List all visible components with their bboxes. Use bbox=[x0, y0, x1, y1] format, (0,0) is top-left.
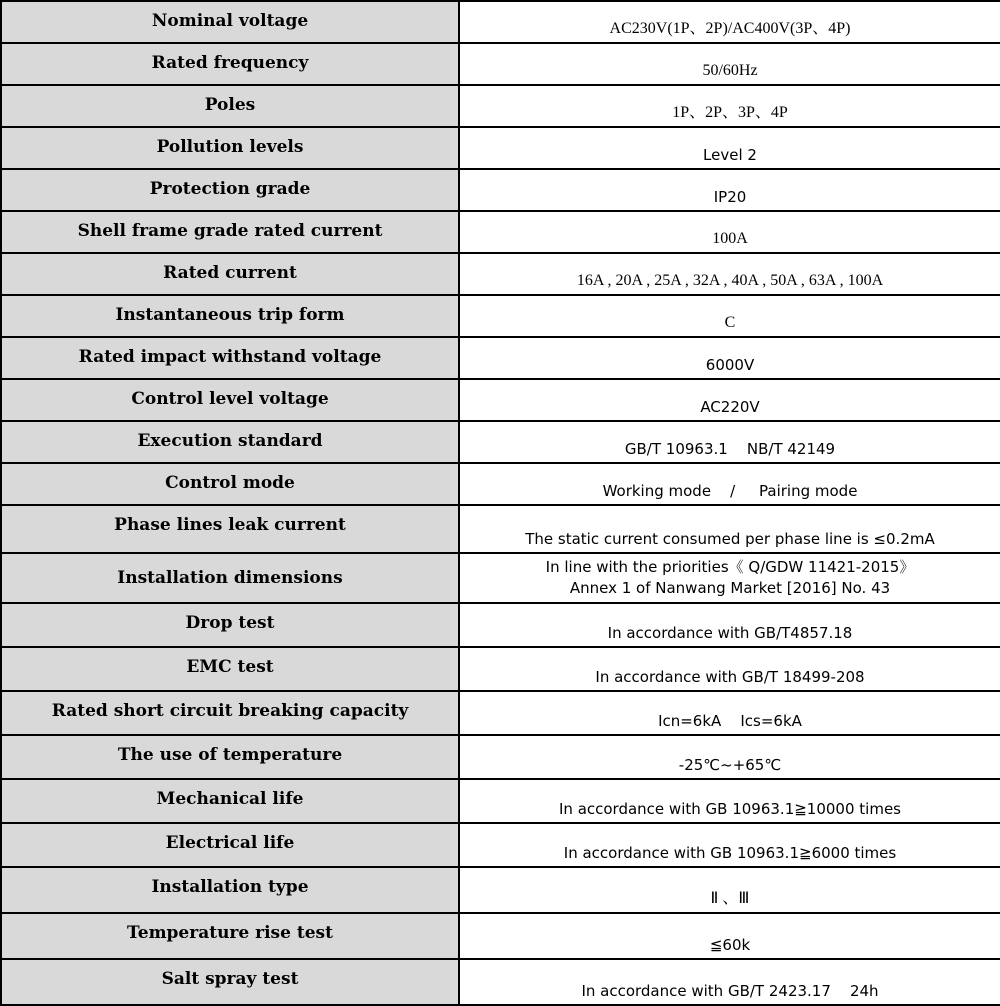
spec-value: In accordance with GB 10963.1≧6000 times bbox=[459, 823, 1000, 867]
table-row bbox=[1, 463, 1000, 505]
spec-value: 16A , 20A , 25A , 32A , 40A , 50A , 63A , 100A bbox=[459, 253, 1000, 295]
spec-value: 1P、2P、3P、4P bbox=[459, 85, 1000, 127]
spec-value: Icn=6kA Ics=6kA bbox=[459, 691, 1000, 735]
spec-label: The use of temperature bbox=[1, 735, 459, 779]
spec-value: AC230V(1P、2P)/AC400V(3P、4P) bbox=[459, 1, 1000, 43]
spec-value: Working mode / Pairing mode bbox=[459, 463, 1000, 505]
spec-value: AC220V bbox=[459, 379, 1000, 421]
spec-label: Execution standard bbox=[1, 421, 459, 463]
spec-label: Installation type bbox=[1, 867, 459, 913]
spec-value: -25℃~+65℃ bbox=[459, 735, 1000, 779]
table-row bbox=[1, 379, 1000, 421]
table-row bbox=[1, 913, 1000, 959]
table-row bbox=[1, 603, 1000, 647]
table-row bbox=[1, 959, 1000, 1005]
table-row bbox=[1, 647, 1000, 691]
spec-value: Ⅱ 、Ⅲ bbox=[459, 867, 1000, 913]
table-row bbox=[1, 295, 1000, 337]
spec-value: GB/T 10963.1 NB/T 42149 bbox=[459, 421, 1000, 463]
spec-value: In accordance with GB/T 2423.17 24h bbox=[459, 959, 1000, 1005]
spec-label: Rated frequency bbox=[1, 43, 459, 85]
spec-label: Rated current bbox=[1, 253, 459, 295]
table-row bbox=[1, 867, 1000, 913]
table-row bbox=[1, 691, 1000, 735]
spec-value bbox=[459, 553, 1000, 603]
table-row bbox=[1, 43, 1000, 85]
spec-label: Instantaneous trip form bbox=[1, 295, 459, 337]
spec-value: 100A bbox=[459, 211, 1000, 253]
table-row bbox=[1, 1, 1000, 43]
spec-label: Installation dimensions bbox=[1, 553, 459, 603]
table-row bbox=[1, 735, 1000, 779]
spec-label: Protection grade bbox=[1, 169, 459, 211]
spec-value: Level 2 bbox=[459, 127, 1000, 169]
table-row bbox=[1, 779, 1000, 823]
spec-label: Mechanical life bbox=[1, 779, 459, 823]
table-row bbox=[1, 211, 1000, 253]
spec-label: Salt spray test bbox=[1, 959, 459, 1005]
spec-label: Rated impact withstand voltage bbox=[1, 337, 459, 379]
spec-label: Poles bbox=[1, 85, 459, 127]
table-row bbox=[1, 421, 1000, 463]
spec-label: Shell frame grade rated current bbox=[1, 211, 459, 253]
table-row bbox=[1, 85, 1000, 127]
table-row bbox=[1, 127, 1000, 169]
spec-label: Phase lines leak current bbox=[1, 505, 459, 553]
spec-label: Control level voltage bbox=[1, 379, 459, 421]
spec-label: Control mode bbox=[1, 463, 459, 505]
spec-value: 50/60Hz bbox=[459, 43, 1000, 85]
table-row bbox=[1, 253, 1000, 295]
spec-label: Drop test bbox=[1, 603, 459, 647]
table-row bbox=[1, 505, 1000, 553]
spec-label: Temperature rise test bbox=[1, 913, 459, 959]
spec-value: In accordance with GB/T 18499-208 bbox=[459, 647, 1000, 691]
spec-value: IP20 bbox=[459, 169, 1000, 211]
spec-value: The static current consumed per phase line is ≤0.2mA bbox=[459, 505, 1000, 553]
table-row bbox=[1, 337, 1000, 379]
spec-label: Rated short circuit breaking capacity bbox=[1, 691, 459, 735]
spec-label: Electrical life bbox=[1, 823, 459, 867]
table-row bbox=[1, 823, 1000, 867]
spec-value-line: Annex 1 of Nanwang Market [2016] No. 43 bbox=[569, 579, 891, 597]
spec-value: ≦60k bbox=[459, 913, 1000, 959]
spec-label: EMC test bbox=[1, 647, 459, 691]
spec-label: Pollution levels bbox=[1, 127, 459, 169]
spec-label: Nominal voltage bbox=[1, 1, 459, 43]
spec-value: C bbox=[459, 295, 1000, 337]
spec-value: In accordance with GB/T4857.18 bbox=[459, 603, 1000, 647]
table-row bbox=[1, 553, 1000, 603]
table-row bbox=[1, 169, 1000, 211]
spec-value: 6000V bbox=[459, 337, 1000, 379]
spec-value-line: In line with the priorities《 Q/GDW 11421-2015》 bbox=[545, 558, 915, 576]
spec-value: In accordance with GB 10963.1≧10000 times bbox=[459, 779, 1000, 823]
